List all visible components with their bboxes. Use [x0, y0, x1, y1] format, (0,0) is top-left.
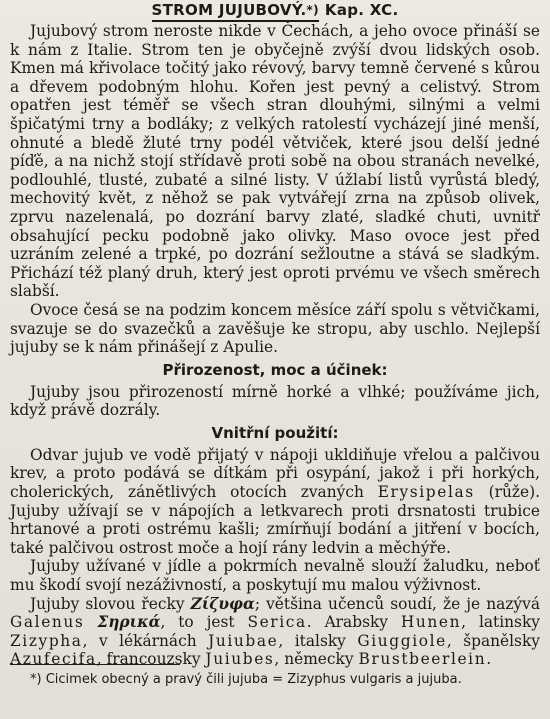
term-hunen: Hunen	[400, 613, 462, 632]
footnote	[10, 671, 540, 689]
text-run: ; většina učenců soudí, že je nazývá	[254, 594, 540, 613]
term-juiubes: Juiubes	[205, 650, 275, 669]
term-galenus: Galenus	[10, 613, 85, 632]
text-run: Jujuby slovou řecky	[30, 594, 191, 613]
greek-name-1: Ζίζυφα	[190, 594, 255, 613]
heading-internal-use: Vnitřní použití:	[211, 423, 339, 442]
term-juiubae: Juiubae	[208, 631, 279, 650]
heading-nature: Přirozenost, moc a účinek:	[162, 360, 388, 379]
text-run: (růže). Jujuby užívají se v nápojích a letkvarech proti drsnatosti trubice hrtanové a proti ostrému kašli; zmírňují bodání a jitření v bocích, také palčivou ostrost moče a hojí rány ledvin a měchýře.	[10, 483, 541, 557]
text-run: Odvar jujub ve vodě přijatý v nápoji ukldiňuje vřelou a palčivou krev, a proto podává se dítkám při osypání, jakož i při horkých, cholerických, zánětlivých otocích zvaných	[10, 445, 540, 502]
paragraph-harvest: Ovoce česá se na podzim koncem měsíce září spolu s větvičkami, svazuje se do svazečků a zavěšuje ke stropu, aby uschlo. Nejlepší jujuby se k nám přinášejí z Apulie.	[10, 300, 540, 357]
term-giuggiole: Giuggiole	[357, 631, 447, 650]
term-brustbeerlein: Brustbeerlein	[358, 650, 487, 669]
title-main-text: STROM JUJUBOVÝ.	[151, 1, 307, 19]
text-run: , to jest	[160, 613, 248, 632]
paragraph-nature: Jujuby jsou přirozeností mírně horké a vlhké; používáme jich, když právě dozrály.	[10, 382, 540, 420]
paragraph-internal-use-1	[10, 446, 540, 558]
title-main	[152, 0, 319, 22]
text-run: , francouzsky	[96, 650, 206, 669]
text-run: . Arabsky	[306, 613, 401, 632]
paragraph-names	[10, 595, 540, 669]
paragraph-description: Jujubový strom neroste nikde v Čechách, a jeho ovoce přináší se k nám z Italie. Strom ten je obyčejně zvýší dvou lidských osob. Kmen má křivolace točitý jako révový, barvy temně červené s kůrou a dřevem podobným hlohu. Kořen jest pevný a celistvý. Strom opatřen jest téměř se všech stran dlouhými, silnými a velmi špičatými trny a bodláky; z velkých ratolestí vycházejí jiné menší, ohnuté a bledě žluté trny podél větviček, které jsou delší jedné píďě, a na nichž stojí střídavě proti sobě na obou stranách nevelké, podlouhlé, tlusté, zubaté a silné listy. V úžlabí listů vyrůstá bledý, mechovitý květ, z něhož se pak vytvářejí zrna na způsob olivek, zprvu nazelenalá, po dozrání barvy zlaté, sladké chuti, uvnitř obsahující pecku podobně jako olivky. Maso ovoce jest před uzráním zelené a trpké, po dozrání sežloutne a stává se sladkým. Přichází též planý druh, který jest oproti prvému ve všech směrech slabší.	[10, 22, 540, 301]
text-run: .	[486, 650, 492, 669]
term-serica: Serica	[247, 613, 307, 632]
term-zizypha: Zizypha	[10, 631, 83, 650]
title-footnote-mark: *)	[306, 3, 319, 17]
greek-name-2: Σηρικά	[97, 613, 161, 632]
term-azufecifa: Azufecifa	[10, 650, 97, 669]
chapter-number: Kap. XC.	[324, 1, 399, 19]
article-body	[10, 22, 540, 669]
term-erysipelas: Erysipelas	[377, 483, 475, 502]
footnote-text: *) Cicimek obecný a pravý čili jujuba = Zizyphus vulgaris a jujuba.	[30, 672, 462, 687]
text-run: , latinsky	[461, 613, 540, 632]
chapter-title	[0, 0, 550, 22]
text-run: , německy	[274, 650, 359, 669]
footnote-divider	[10, 664, 180, 665]
text-run: , španělsky	[446, 631, 540, 650]
paragraph-internal-use-2: Jujuby užívané v jídle a pokrmích nevalně slouží žaludku, neboť mu škodí svojí nezáživností, a poskytují mu malou výživnost.	[10, 557, 540, 595]
text-run: , v lékárnách	[82, 631, 209, 650]
text-run: , italsky	[278, 631, 358, 650]
